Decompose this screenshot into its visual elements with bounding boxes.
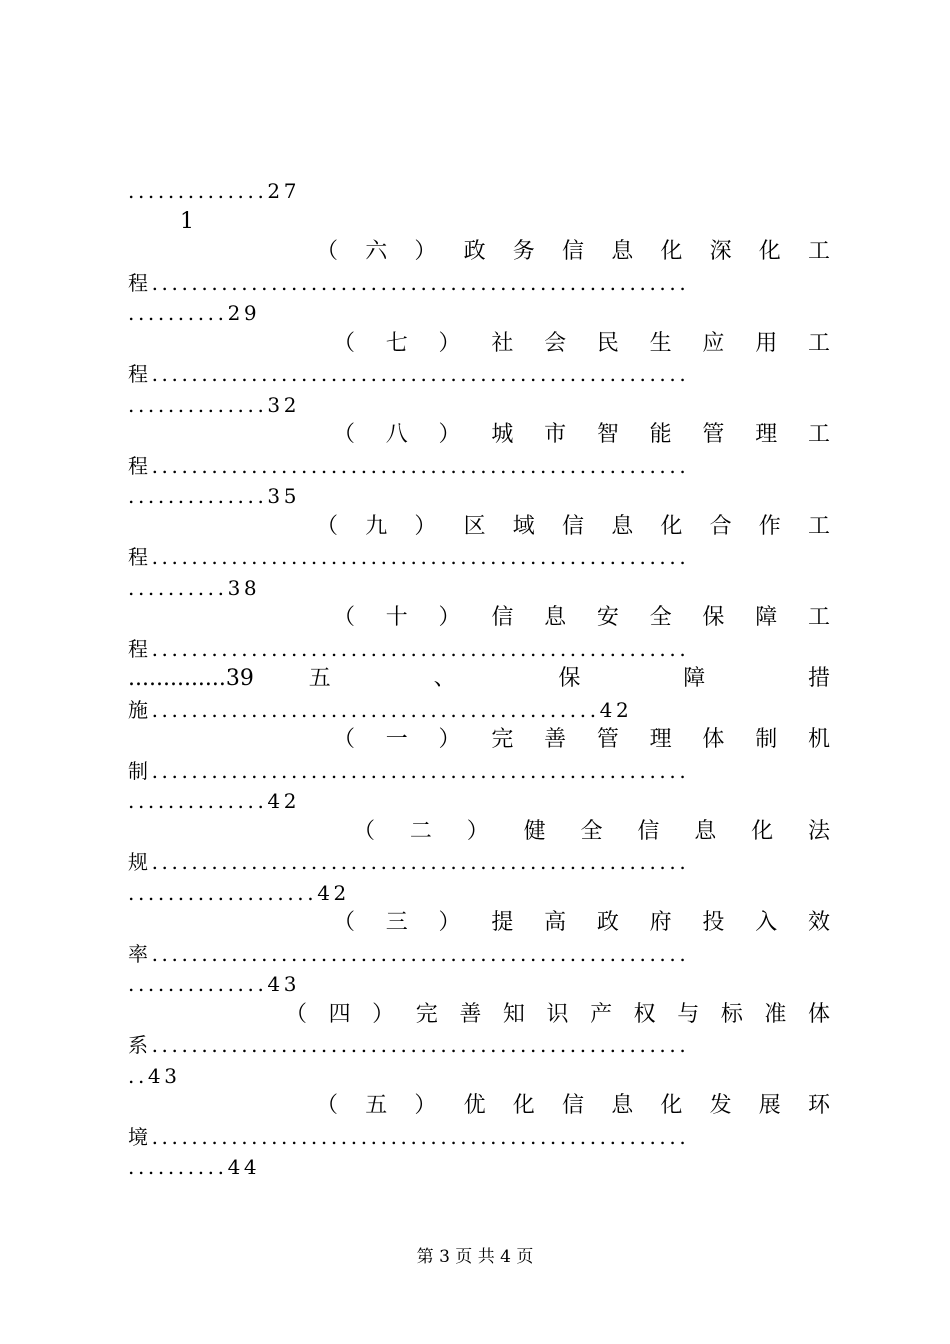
toc-line: （一）完善管理体制机	[333, 727, 830, 752]
toc-line: 程......................................................	[128, 636, 690, 661]
toc-line: ..............35	[128, 484, 301, 508]
toc-line: ..............42	[128, 789, 301, 813]
toc-line: ..........38	[128, 575, 261, 600]
toc-line: ..............32	[128, 392, 301, 417]
toc-line: （三）提高政府投入效	[333, 910, 830, 935]
toc-line: ..........29	[128, 301, 261, 325]
toc-line: 规......................................................	[128, 850, 690, 874]
toc-line: （四）完善知识产权与标准体	[285, 1001, 830, 1027]
toc-line: ..43	[128, 1063, 181, 1088]
toc-line: （十）信息安全保障工	[333, 605, 830, 630]
toc-line: 系......................................................	[128, 1033, 690, 1057]
toc-line: 程......................................................	[128, 453, 690, 478]
toc-line: （二）健全信息化法	[353, 818, 830, 844]
toc-line: （九）区域信息化合作工	[316, 513, 830, 539]
table-of-contents	[128, 176, 830, 1183]
toc-line: （七）社会民生应用工	[333, 330, 830, 356]
toc-line: ...................42	[128, 880, 350, 905]
toc-line: ..........44	[128, 1155, 261, 1179]
toc-line: 施.............................................42	[128, 697, 633, 722]
toc-line: ..............43	[128, 972, 301, 996]
toc-line: 1	[180, 208, 194, 234]
toc-line: 程......................................................	[128, 362, 690, 386]
toc-line: 率......................................................	[128, 941, 690, 966]
toc-line: 程......................................................	[128, 270, 690, 295]
toc-line: 境......................................................	[128, 1124, 690, 1149]
toc-line: （八）城市智能管理工	[333, 422, 830, 447]
toc-line: （六）政务信息化深化工	[316, 239, 830, 264]
toc-line: ..............39 五 、 保 障 措	[128, 666, 830, 691]
toc-line: （五）优化信息化发展环	[316, 1093, 830, 1118]
page-footer: 第 3 页 共 4 页	[416, 1247, 534, 1267]
toc-line: ..............27	[128, 179, 301, 203]
toc-line: 程......................................................	[128, 545, 690, 569]
toc-line: 制......................................................	[128, 758, 690, 783]
